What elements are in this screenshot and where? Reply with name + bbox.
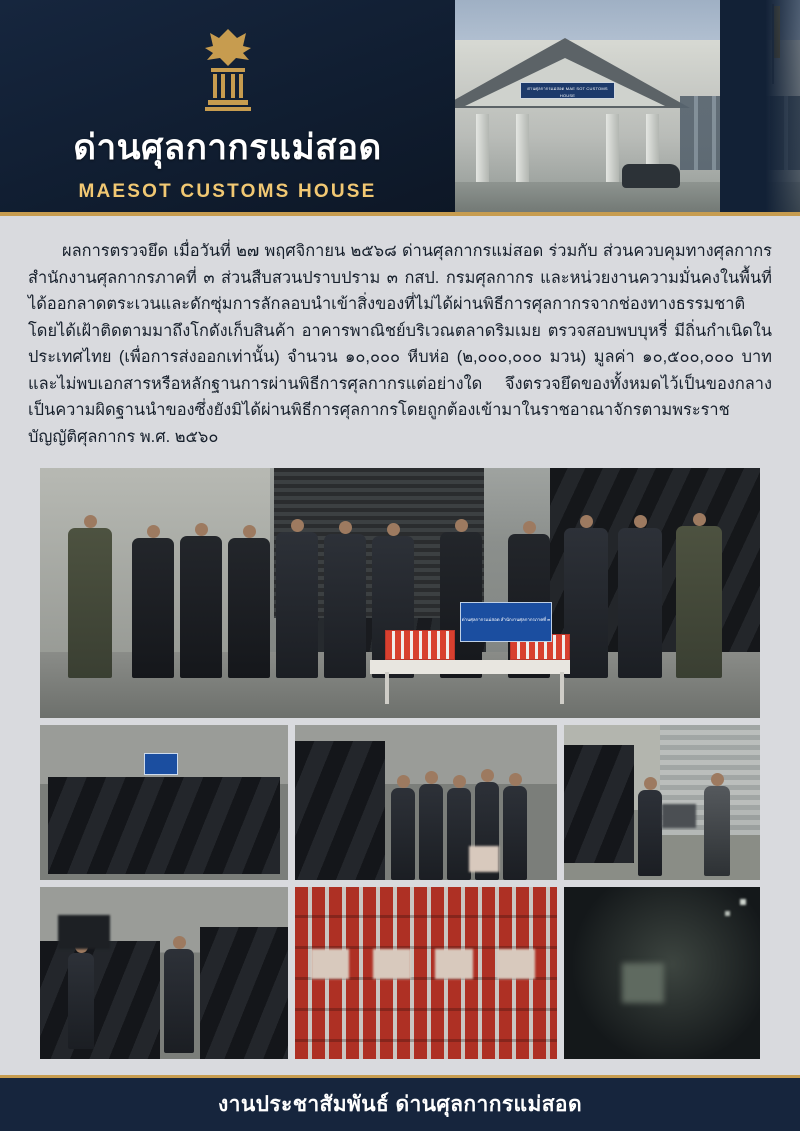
seized-cigarette-cartons	[385, 630, 455, 660]
header-gold-divider	[0, 212, 800, 216]
person-head	[387, 523, 400, 536]
photo-loading-sacks	[40, 887, 288, 1059]
header-gradient-overlay	[720, 0, 800, 216]
person-head	[509, 773, 522, 786]
customs-sign	[144, 753, 178, 775]
person-officer	[638, 790, 662, 876]
person-officer	[324, 534, 366, 678]
person-head	[397, 775, 410, 788]
blurred-brand-label	[311, 949, 349, 979]
carried-box	[662, 804, 696, 828]
person-soldier	[676, 526, 722, 678]
photo-transfer-outside-shop	[564, 725, 760, 880]
photo-press-conference	[40, 468, 760, 718]
press-banner: ด่านศุลกากรแม่สอด สำนักงานศุลกากรภาคที่ ๓	[460, 602, 552, 642]
gallery-row-bottom	[40, 887, 760, 1059]
seized-sacks-stack	[48, 777, 280, 874]
person-head	[147, 525, 160, 538]
person-head	[455, 519, 468, 532]
person-head	[693, 513, 706, 526]
person-head	[580, 515, 593, 528]
person-head	[634, 515, 647, 528]
article-section	[0, 216, 800, 468]
gallery-row-middle	[40, 725, 760, 880]
person-officer	[564, 528, 608, 678]
photo-sacks-in-warehouse	[40, 725, 288, 880]
photo-officers-with-evidence	[295, 725, 557, 880]
footer-credit: งานประชาสัมพันธ์ ด่านศุลกากรแม่สอด	[218, 1093, 582, 1116]
person-officer	[391, 788, 415, 880]
table-leg	[385, 672, 389, 704]
person-head	[425, 771, 438, 784]
person-head	[481, 769, 494, 782]
photo-cigarette-cartons-closeup	[295, 887, 557, 1059]
person-officer	[164, 949, 194, 1053]
person-head	[243, 525, 256, 538]
seized-sacks-stack	[295, 741, 385, 880]
person-worker	[68, 953, 94, 1049]
person-head	[711, 773, 724, 786]
person-head	[173, 936, 186, 949]
light-spot	[725, 911, 730, 916]
poster-header	[0, 0, 800, 216]
table-leg	[560, 672, 564, 704]
carried-sack	[58, 915, 110, 949]
person-head	[339, 521, 352, 534]
person-official	[228, 538, 270, 678]
person-officer	[618, 528, 662, 678]
poster-footer	[0, 1075, 800, 1131]
person-bystander	[704, 786, 730, 876]
blurred-brand-label	[373, 949, 411, 979]
photo-night-surveillance	[564, 887, 760, 1059]
building-signboard: ด่านศุลกากรแม่สอด MAE SOT CUSTOMS HOUSE	[520, 82, 615, 99]
person-head	[195, 523, 208, 536]
person-soldier	[68, 528, 112, 678]
person-officer	[447, 788, 471, 880]
thai-customs-garuda-emblem	[191, 26, 265, 112]
parked-car	[622, 164, 680, 188]
person-head	[523, 521, 536, 534]
article-body: ผลการตรวจยึด เมื่อวันที่ ๒๗ พฤศจิกายน ๒๕๖๘ ด่านศุลกากรแม่สอด ร่วมกับ ส่วนควบคุมทางศุลกากร สำนักงานศุลกากรภาคที่ ๓ ส่วนสืบสวนปราบปราม ๓ กสป. กรมศุลกากร และหน่วยงานความมั่นคงในพื้นที่ ได้ออกลาดตระเวนและดักซุ่มการลักลอบนำเข้าสิ่งของที่ไม่ได้ผ่านพิธีการศุลกากรจากช่องทางธรรมชาติโดยได้เฝ้าติดตามมาถึงโกดังเก็บสินค้า อาคารพาณิชย์บริเวณตลาดริมเมย ตรวจสอบพบบุหรี่ มีถิ่นกำเนิดในประเทศไทย (เพื่อการส่งออกเท่านั้น) จำนวน ๑๐,๐๐๐ หีบห่อ (๒,๐๐๐,๐๐๐ มวน) มูลค่า ๑๐,๕๐๐,๐๐๐ บาท และไม่พบเอกสารหรือหลักฐานการผ่านพิธีการศุลกากรแต่อย่างใด จึงตรวจยึดของทั้งหมดไว้เป็นของกลางเป็นความผิดฐานนำของซึ่งยังมิได้ผ่านพิธีการศุลกากรโดยถูกต้องเข้ามาในราชอาณาจักรตามพระราชบัญญัติศุลกากร พ.ศ. ๒๕๖๐	[28, 242, 772, 446]
person-official	[180, 536, 222, 678]
seized-sacks-stack	[200, 927, 288, 1059]
person-head	[644, 777, 657, 790]
seized-sacks-stack	[40, 941, 160, 1059]
photo-gallery	[0, 468, 800, 1059]
org-title-english: MAESOT CUSTOMS HOUSE	[78, 181, 377, 202]
person-head	[453, 775, 466, 788]
blurred-brand-label	[497, 949, 535, 979]
display-table	[370, 660, 570, 674]
seized-sacks-stack	[564, 745, 634, 863]
person-head	[291, 519, 304, 532]
person-officer	[503, 786, 527, 880]
light-spot	[740, 899, 746, 905]
person-officer	[419, 784, 443, 880]
org-title-thai: ด่านศุลกากรแม่สอด	[73, 128, 382, 167]
evidence-box	[469, 846, 499, 872]
blurred-figure	[622, 963, 664, 1003]
blurred-brand-label	[435, 949, 473, 979]
person-officer	[276, 532, 318, 678]
person-head	[84, 515, 97, 528]
person-official	[132, 538, 174, 678]
header-title-block	[0, 0, 455, 216]
